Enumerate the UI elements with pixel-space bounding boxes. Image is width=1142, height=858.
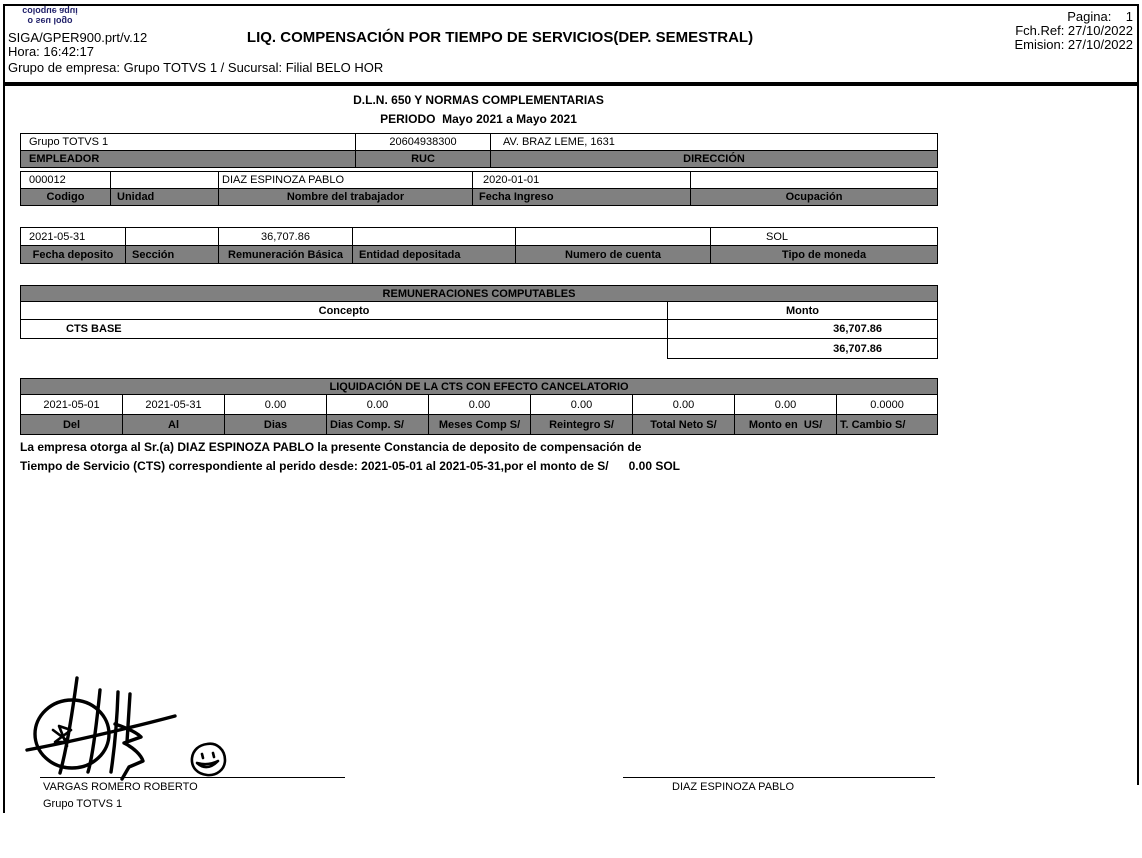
- signer-name-right: DIAZ ESPINOZA PABLO: [672, 781, 795, 793]
- worker-hire-date-header: Fecha Ingreso: [473, 189, 691, 206]
- smiley-right-eye: [213, 753, 214, 757]
- liq-total-neto-value: 0.00: [633, 395, 735, 415]
- worker-table: [20, 171, 938, 206]
- smiley-left-eye: [202, 754, 203, 758]
- worker-name-header: Nombre del trabajador: [219, 189, 473, 206]
- employer-name-header: EMPLEADOR: [21, 151, 356, 168]
- deposit-date-value: 2021-05-31: [21, 228, 126, 246]
- liq-al-value: 2021-05-31: [123, 395, 225, 415]
- remuneraciones-total-row: [21, 339, 938, 359]
- remuneraciones-table: [20, 285, 938, 359]
- remuneraciones-title-row: [21, 286, 938, 302]
- liq-dias-value: 0.00: [225, 395, 327, 415]
- worker-occupation-value: [691, 172, 938, 189]
- signature-vertical-stroke-4: [127, 694, 130, 742]
- remuneraciones-column-header-row: [21, 302, 938, 320]
- signer-name-left: VARGAS ROMERO ROBERTO: [43, 781, 198, 793]
- deposit-section-header: Sección: [126, 246, 219, 264]
- page-title: LIQ. COMPENSACIÓN POR TIEMPO DE SERVICIOS(DEP. SEMESTRAL): [246, 29, 754, 46]
- liq-reintegro-value: 0.00: [531, 395, 633, 415]
- worker-unit-header: Unidad: [111, 189, 219, 206]
- deposit-date-header: Fecha deposito: [21, 246, 126, 264]
- concepto-column-header: Concepto: [21, 302, 668, 320]
- page-border-right: [1137, 4, 1139, 785]
- deposit-entity-value: [353, 228, 516, 246]
- worker-name-value: DIAZ ESPINOZA PABLO: [219, 172, 473, 189]
- employer-values-row: [21, 134, 938, 151]
- worker-code-header: Codigo: [21, 189, 111, 206]
- emission-date: Emision: 27/10/2022: [1014, 37, 1133, 52]
- liq-dias-comp-header: Dias Comp. S/: [327, 415, 429, 435]
- liq-del-value: 2021-05-01: [21, 395, 123, 415]
- liq-monto-usd-header: Monto en US/: [735, 415, 837, 435]
- monto-total-value: 36,707.86: [668, 339, 938, 359]
- deposit-currency-header: Tipo de moneda: [711, 246, 938, 264]
- page-border-top: [3, 4, 1139, 6]
- worker-header-row: [21, 189, 938, 206]
- smiley-mouth: [197, 761, 218, 767]
- report-program-id: SIGA/GPER900.prt/v.12: [8, 30, 148, 45]
- liq-tipo-cambio-header: T. Cambio S/: [837, 415, 938, 435]
- header-divider: [3, 82, 1139, 86]
- signature-horizontal-stroke: [27, 716, 175, 750]
- liquidacion-title: LIQUIDACIÓN DE LA CTS CON EFECTO CANCELATORIO: [21, 379, 938, 395]
- deposit-basic-pay-header: Remuneración Básica: [219, 246, 353, 264]
- signature-line-left: [40, 777, 345, 778]
- liq-reintegro-header: Reintegro S/: [531, 415, 633, 435]
- liq-total-neto-header: Total Neto S/: [633, 415, 735, 435]
- period-line: PERIODO Mayo 2021 a Mayo 2021: [380, 112, 577, 126]
- header-right-block: [1014, 10, 1133, 52]
- logo-placeholder-line2: o seu logo: [27, 16, 73, 26]
- remuneraciones-title: REMUNERACIONES COMPUTABLES: [21, 286, 938, 302]
- employer-ruc-header: RUC: [356, 151, 491, 168]
- signature-line-right: [623, 777, 935, 778]
- liquidacion-values-row: [21, 395, 938, 415]
- liquidacion-table: [20, 378, 938, 435]
- logo-placeholder: [10, 6, 90, 26]
- liq-al-header: Al: [123, 415, 225, 435]
- worker-unit-value: [111, 172, 219, 189]
- remuneraciones-data-row: [21, 320, 938, 339]
- liq-dias-header: Dias: [225, 415, 327, 435]
- monto-column-header: Monto: [668, 302, 938, 320]
- signature-scribble-image: [15, 666, 250, 788]
- deposit-header-row: [21, 246, 938, 264]
- report-time: Hora: 16:42:17: [8, 44, 95, 59]
- concepto-value: CTS BASE: [21, 320, 668, 339]
- deposit-entity-header: Entidad depositada: [353, 246, 516, 264]
- liquidacion-title-row: [21, 379, 938, 395]
- liq-del-header: Del: [21, 415, 123, 435]
- reference-date: Fch.Ref: 27/10/2022: [1015, 23, 1133, 38]
- deposit-section-value: [126, 228, 219, 246]
- liq-dias-comp-value: 0.00: [327, 395, 429, 415]
- signer-company-left: Grupo TOTVS 1: [43, 798, 123, 810]
- monto-value: 36,707.86: [668, 320, 938, 339]
- deposit-currency-value: SOL: [711, 228, 938, 246]
- employer-header-row: [21, 151, 938, 168]
- total-row-spacer: [21, 339, 668, 359]
- smiley-doodle: [192, 744, 225, 775]
- employer-table: [20, 133, 938, 168]
- worker-occupation-header: Ocupación: [691, 189, 938, 206]
- signature-vertical-stroke-1: [60, 678, 77, 773]
- worker-hire-date-value: 2020-01-01: [473, 172, 691, 189]
- logo-placeholder-line1: coloque aqui: [22, 6, 78, 16]
- liq-tipo-cambio-value: 0.0000: [837, 395, 938, 415]
- liq-monto-usd-value: 0.00: [735, 395, 837, 415]
- employer-address-value: AV. BRAZ LEME, 1631: [491, 134, 938, 151]
- employer-name-value: Grupo TOTVS 1: [21, 134, 356, 151]
- employer-ruc-value: 20604938300: [356, 134, 491, 151]
- deposit-basic-pay-value: 36,707.86: [219, 228, 353, 246]
- smiley-face-outline: [192, 744, 225, 775]
- worker-code-value: 000012: [21, 172, 111, 189]
- liquidacion-header-row: [21, 415, 938, 435]
- declaration-paragraph: [20, 438, 680, 476]
- declaration-line-1: La empresa otorga al Sr.(a) DIAZ ESPINOZA PABLO la presente Constancia de deposito de compensación de: [20, 440, 642, 454]
- liq-meses-comp-header: Meses Comp S/: [429, 415, 531, 435]
- deposit-account-value: [516, 228, 711, 246]
- deposit-values-row: [21, 228, 938, 246]
- legal-norm-line: D.L.N. 650 Y NORMAS COMPLEMENTARIAS: [353, 93, 604, 107]
- page-number: Pagina: 1: [1067, 9, 1133, 24]
- page-border-left: [3, 4, 5, 813]
- worker-values-row: [21, 172, 938, 189]
- employer-address-header: DIRECCIÓN: [491, 151, 938, 168]
- declaration-line-2: Tiempo de Servicio (CTS) correspondiente al perido desde: 2021-05-01 al 2021-05-31,por el monto de S/ 0.00 SOL: [20, 459, 680, 473]
- deposit-account-header: Numero de cuenta: [516, 246, 711, 264]
- liq-meses-comp-value: 0.00: [429, 395, 531, 415]
- deposit-table: [20, 227, 938, 264]
- company-branch-line: Grupo de empresa: Grupo TOTVS 1 / Sucursal: Filial BELO HOR: [8, 60, 384, 75]
